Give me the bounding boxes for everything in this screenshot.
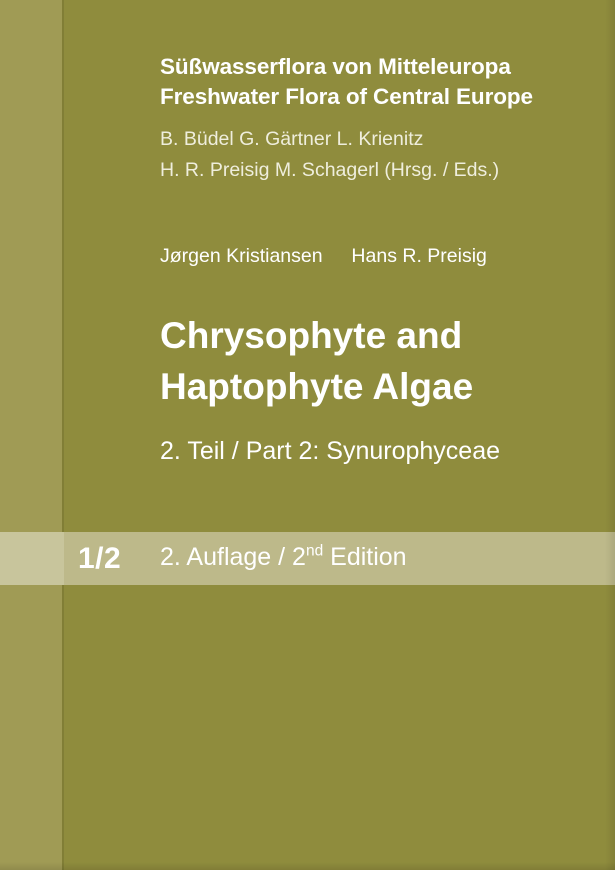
right-page-shading: [605, 0, 615, 870]
edition-band-spine: [0, 532, 64, 585]
author-secondary: Hans R. Preisig: [351, 245, 487, 267]
page-subtitle: 2. Teil / Part 2: Synurophyceae: [160, 437, 501, 465]
title-line-2: Haptophyte Algae: [160, 366, 474, 407]
authors-line: [160, 245, 487, 268]
editors-block: [160, 124, 590, 186]
editors-line-1: B. Büdel G. Gärtner L. Krienitz: [160, 128, 424, 150]
volume-number: 1/2: [78, 542, 122, 575]
series-block: [160, 52, 590, 186]
title-line-1: Chrysophyte and: [160, 315, 463, 356]
editors-line-2: H. R. Preisig M. Schagerl (Hrsg. / Eds.): [160, 159, 500, 181]
edition-prefix: 2. Auflage / 2: [160, 543, 306, 571]
series-title-english: Freshwater Flora of Central Europe: [160, 84, 533, 109]
author-primary: Jørgen Kristiansen: [160, 245, 323, 267]
page-title: [160, 310, 600, 412]
edition-suffix: Edition: [323, 543, 407, 571]
edition-ordinal: nd: [305, 542, 324, 560]
bottom-page-shading: [0, 862, 615, 870]
series-title-german: Süßwasserflora von Mitteleuropa: [160, 54, 511, 79]
edition-label: [160, 543, 407, 572]
